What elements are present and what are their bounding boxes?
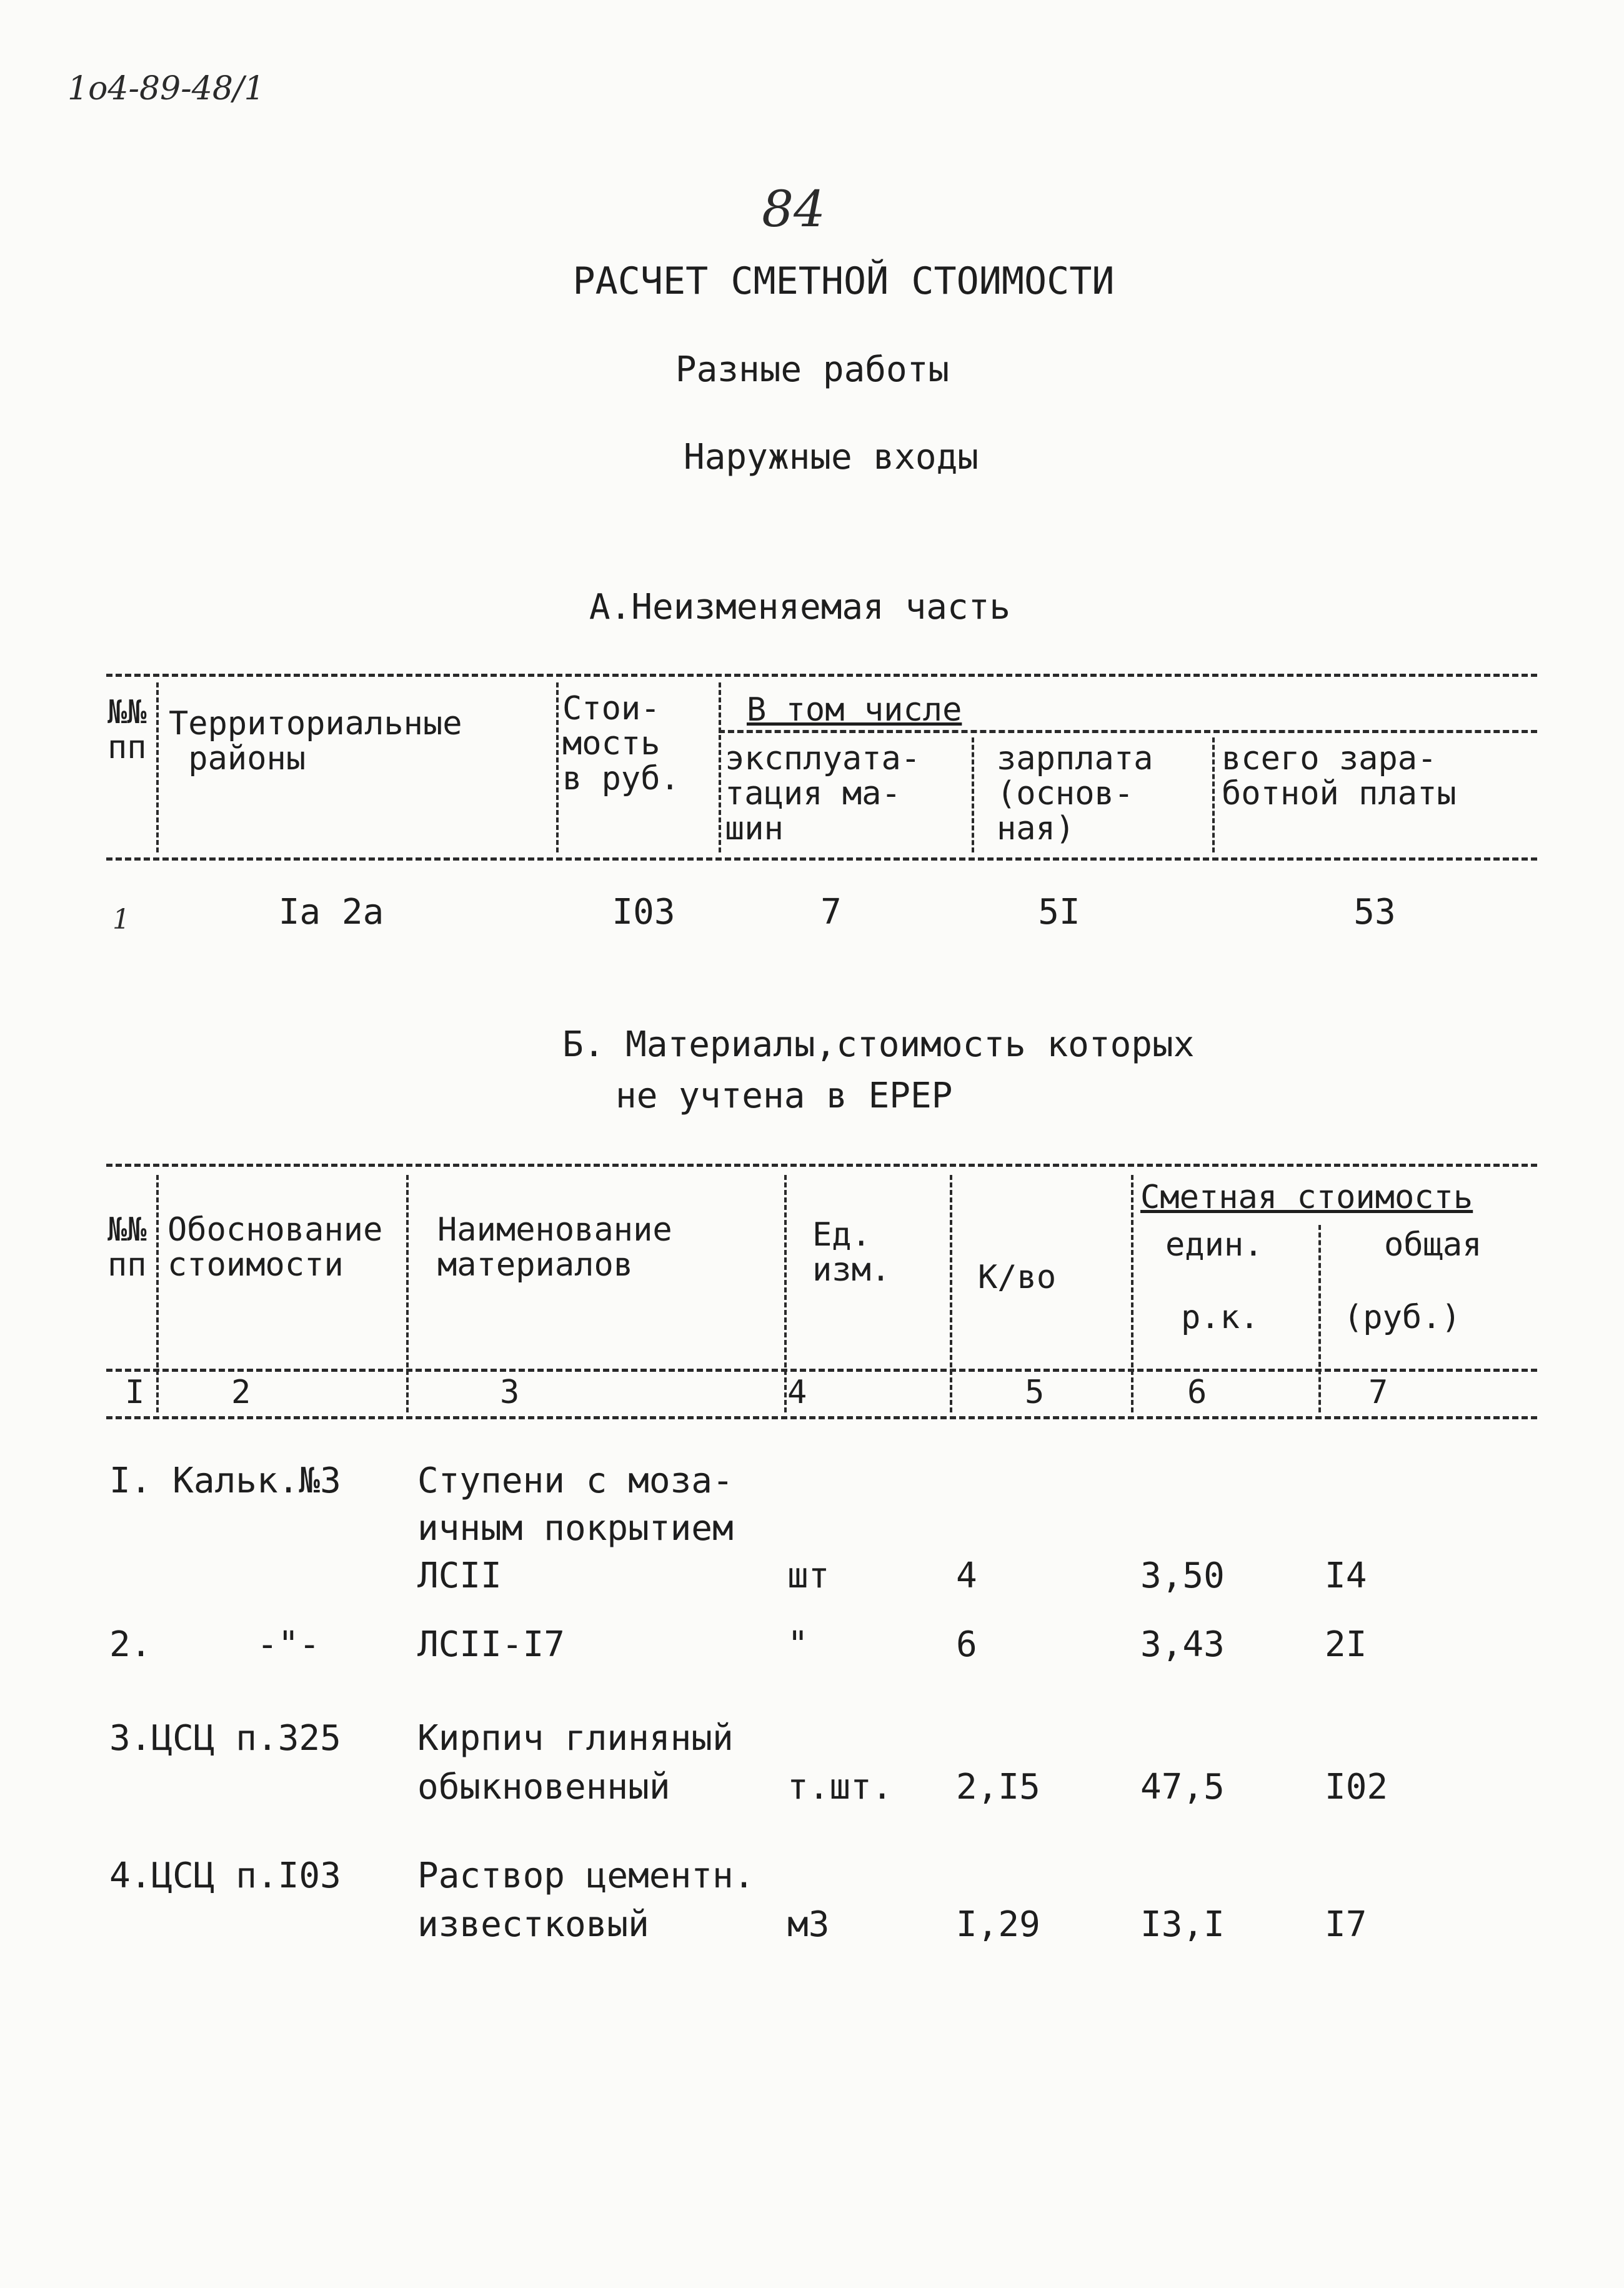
table-b-col-divider xyxy=(156,1175,159,1412)
table-a-col-divider xyxy=(556,682,559,852)
table-a-header-regions: Территориальные районы xyxy=(169,705,462,777)
col-num-1: I xyxy=(125,1374,145,1411)
table-a-col-divider xyxy=(156,682,159,852)
col-num-4: 4 xyxy=(787,1374,807,1411)
row-unit: т.шт. xyxy=(787,1767,893,1807)
subtitle-entrances: Наружные входы xyxy=(683,437,979,477)
row-name-line: ичным покрытием xyxy=(417,1508,734,1549)
row-total: I4 xyxy=(1325,1556,1367,1596)
table-a-header-wage: зарплата (основ- ная) xyxy=(997,740,1153,847)
table-a-incl-rule xyxy=(719,730,1537,733)
table-b-col-divider xyxy=(950,1175,952,1412)
row-total: 2I xyxy=(1325,1624,1367,1665)
row-qty: 4 xyxy=(956,1556,977,1596)
row-unit: " xyxy=(787,1624,809,1665)
row-total: I7 xyxy=(1325,1904,1367,1945)
table-b-header-unit-price-sub: р.к. xyxy=(1181,1299,1260,1336)
row-basis: I. Кальк.№3 xyxy=(109,1461,341,1501)
table-b-top-rule xyxy=(106,1164,1537,1167)
row-name-line: ЛСII xyxy=(417,1556,502,1596)
table-b-col-divider xyxy=(406,1175,409,1412)
row-price: I3,I xyxy=(1140,1904,1225,1945)
archive-code: 1о4-89-48/1 xyxy=(67,70,265,107)
table-b-header-unit: Ед. изм. xyxy=(812,1216,891,1289)
table-b-header-unit-price: един. xyxy=(1165,1226,1263,1264)
table-a-row-wage: 5I xyxy=(1038,892,1080,932)
row-name-line: Ступени с моза- xyxy=(417,1461,734,1501)
row-price: 47,5 xyxy=(1140,1767,1225,1807)
row-name-line: ЛСII-I7 xyxy=(417,1624,565,1665)
table-a-top-rule xyxy=(106,674,1537,677)
table-a-row-total-wage: 53 xyxy=(1353,892,1396,932)
table-a-col-divider xyxy=(719,682,721,852)
row-name-line: Раствор цементн. xyxy=(417,1856,755,1896)
page-number: 84 xyxy=(762,180,825,238)
page-title: РАСЧЕТ СМЕТНОЙ СТОИМОСТИ xyxy=(572,259,1115,303)
row-price: 3,50 xyxy=(1140,1556,1225,1596)
col-num-3: 3 xyxy=(500,1374,520,1411)
section-b-title: Б. Материалы,стоимость которых xyxy=(562,1024,1195,1065)
col-num-5: 5 xyxy=(1025,1374,1045,1411)
table-a-header-rule xyxy=(106,857,1537,861)
table-b-header-estimate: Сметная стоимость xyxy=(1140,1179,1473,1216)
table-b-header-total-sub: (руб.) xyxy=(1343,1299,1461,1336)
table-b-header-basis: Обоснование стоимости xyxy=(167,1211,383,1284)
section-b-title-line2: не учтена в ЕРЕР xyxy=(615,1076,953,1116)
table-a-col-divider xyxy=(972,737,974,852)
table-a-row-num: 1 xyxy=(112,904,130,936)
table-b-header-num: №№ пп xyxy=(107,1211,147,1284)
table-b-header-qty: К/во xyxy=(978,1259,1057,1296)
row-basis: 2. -"- xyxy=(109,1624,321,1665)
table-b-header-total: общая xyxy=(1384,1226,1482,1264)
table-a-col-divider xyxy=(1212,737,1215,852)
row-total: I02 xyxy=(1325,1767,1388,1807)
table-b-header-rule xyxy=(106,1369,1537,1372)
table-a-header-machines: эксплуата- тация ма- шин xyxy=(725,740,921,847)
col-num-6: 6 xyxy=(1187,1374,1207,1411)
row-price: 3,43 xyxy=(1140,1624,1225,1665)
row-qty: 2,I5 xyxy=(956,1767,1040,1807)
row-unit: м3 xyxy=(787,1904,830,1945)
table-a-header-cost: Стои- мость в руб. xyxy=(562,690,680,797)
row-name-line: известковый xyxy=(417,1904,649,1945)
table-a-row-cost: I03 xyxy=(612,892,675,932)
table-a-header-total-wage: всего зара- ботной платы xyxy=(1222,740,1457,812)
table-b-header-name: Наименование материалов xyxy=(437,1211,672,1284)
table-b-col-divider xyxy=(1318,1225,1321,1412)
row-basis: 4.ЦСЦ п.I03 xyxy=(109,1856,341,1896)
row-name-line: Кирпич глиняный xyxy=(417,1718,734,1759)
section-a-title: А.Неизменяемая часть xyxy=(589,587,1011,627)
row-name-line: обыкновенный xyxy=(417,1767,670,1807)
table-a-header-incl: В том числе xyxy=(747,691,962,729)
table-a-row-machines: 7 xyxy=(820,892,842,932)
table-a-row-regions: Iа 2а xyxy=(278,892,384,932)
table-b-col-divider xyxy=(1131,1175,1133,1412)
row-qty: 6 xyxy=(956,1624,977,1665)
subtitle-works: Разные работы xyxy=(675,349,950,390)
table-b-col-divider xyxy=(784,1175,787,1412)
col-num-7: 7 xyxy=(1368,1374,1388,1411)
table-a-header-num: №№ пп xyxy=(107,694,147,766)
col-num-2: 2 xyxy=(231,1374,251,1411)
table-b-colnum-rule xyxy=(106,1416,1537,1419)
row-unit: шт xyxy=(787,1556,830,1596)
row-qty: I,29 xyxy=(956,1904,1040,1945)
row-basis: 3.ЦСЦ п.325 xyxy=(109,1718,341,1759)
